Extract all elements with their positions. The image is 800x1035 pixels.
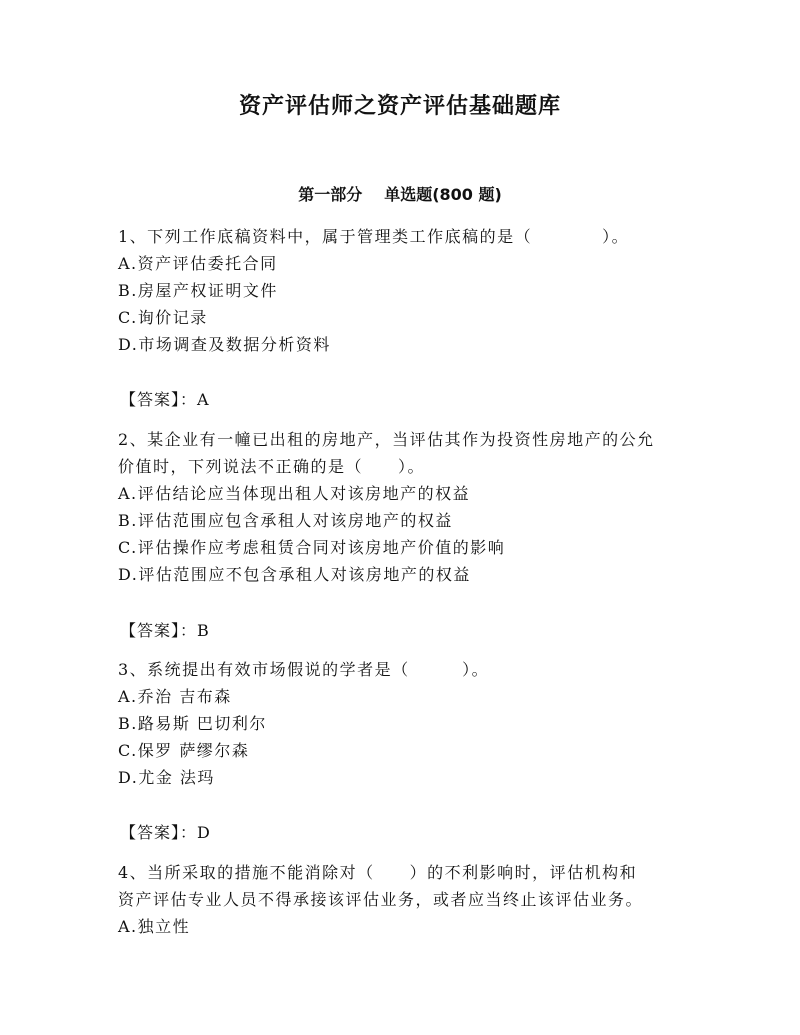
question-3-answer: 【答案】：D bbox=[120, 823, 211, 842]
question-2-answer: 【答案】：B bbox=[120, 621, 210, 640]
section-name: 单选题(800 题) bbox=[384, 185, 502, 204]
question-3-option-b: B.路易斯 巴切利尔 bbox=[118, 714, 267, 733]
question-4-stem-line-2: 资产评估专业人员不得承接该评估业务，或者应当终止该评估业务。 bbox=[118, 890, 644, 909]
question-3-option-d: D.尤金 法玛 bbox=[118, 768, 215, 787]
question-3-stem: 3、系统提出有效市场假说的学者是（ ）。 bbox=[118, 660, 490, 679]
section-heading bbox=[0, 184, 800, 206]
question-2-option-a: A.评估结论应当体现出租人对该房地产的权益 bbox=[118, 484, 471, 503]
question-2-option-d: D.评估范围应不包含承租人对该房地产的权益 bbox=[118, 565, 471, 584]
section-part: 第一部分 bbox=[298, 185, 363, 204]
question-1-option-c: C.询价记录 bbox=[118, 308, 208, 327]
question-1-option-a: A.资产评估委托合同 bbox=[118, 254, 278, 273]
question-2-stem-line-1: 2、某企业有一幢已出租的房地产，当评估其作为投资性房地产的公允 bbox=[118, 430, 655, 449]
question-1-option-b: B.房屋产权证明文件 bbox=[118, 281, 278, 300]
question-4-option-a: A.独立性 bbox=[118, 917, 191, 936]
question-2-option-b: B.评估范围应包含承租人对该房地产的权益 bbox=[118, 511, 453, 530]
question-1-option-d: D.市场调查及数据分析资料 bbox=[118, 335, 331, 354]
question-1-stem: 1、下列工作底稿资料中，属于管理类工作底稿的是（ ）。 bbox=[118, 227, 630, 246]
question-3-option-c: C.保罗 萨缪尔森 bbox=[118, 741, 250, 760]
question-3-option-a: A.乔治 吉布森 bbox=[118, 687, 232, 706]
question-2-stem-line-2: 价值时，下列说法不正确的是（ ）。 bbox=[118, 457, 426, 476]
page-title: 资产评估师之资产评估基础题库 bbox=[238, 94, 561, 119]
question-2-option-c: C.评估操作应考虑租赁合同对该房地产价值的影响 bbox=[118, 538, 506, 557]
question-1-answer: 【答案】：A bbox=[120, 390, 210, 409]
question-4-stem-line-1: 4、当所采取的措施不能消除对（ ）的不利影响时，评估机构和 bbox=[118, 863, 638, 882]
